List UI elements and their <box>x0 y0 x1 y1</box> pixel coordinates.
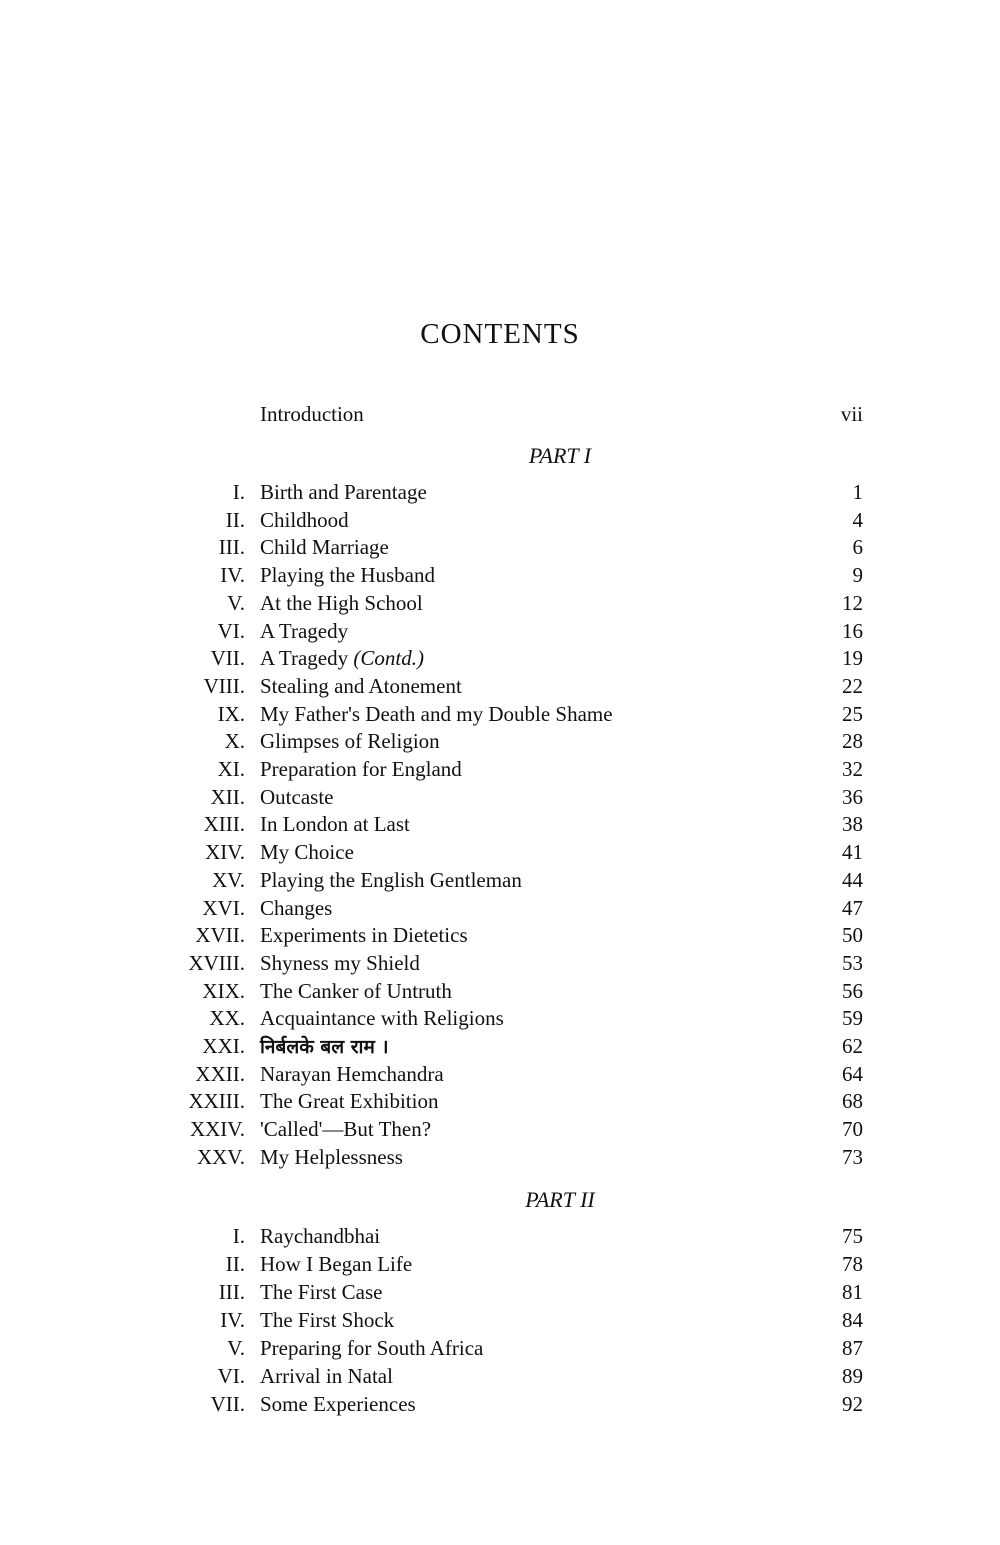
chapter-number: II. <box>225 508 245 532</box>
chapter-title-text: The Great Exhibition <box>260 1089 439 1113</box>
chapter-number: VII. <box>210 1392 245 1416</box>
chapter-title-text: The Canker of Untruth <box>260 979 452 1003</box>
chapter-title <box>260 1390 416 1418</box>
chapter-number: VIII. <box>203 674 245 698</box>
toc-entry <box>0 1087 1000 1115</box>
chapter-title-text: Acquaintance with Religions <box>260 1006 504 1030</box>
toc-entry <box>0 866 1000 894</box>
chapter-number: I. <box>232 1224 245 1248</box>
chapter-title <box>260 1334 483 1362</box>
chapter-number: X. <box>224 729 245 753</box>
chapter-title <box>260 1087 438 1115</box>
toc-entry <box>0 1143 1000 1171</box>
chapter-title-text: Shyness my Shield <box>260 951 420 975</box>
chapter-title <box>260 672 462 700</box>
page-number: 81 <box>842 1280 863 1304</box>
toc-entry <box>0 1250 1000 1278</box>
chapter-title-text: Stealing and Atonement <box>260 674 462 698</box>
chapter-number: XII. <box>210 785 245 809</box>
chapter-title-text: Preparation for England <box>260 757 462 781</box>
toc-entry-introduction <box>0 400 1000 428</box>
chapter-title-text: At the High School <box>260 591 423 615</box>
page-number: 28 <box>842 729 863 753</box>
page-number: 75 <box>842 1224 863 1248</box>
chapter-title-text: निर्बलके बल राम । <box>260 1036 389 1058</box>
chapter-title-text: Narayan Hemchandra <box>260 1062 444 1086</box>
toc-entry <box>0 755 1000 783</box>
page-number: 47 <box>842 896 863 920</box>
page-number: 87 <box>842 1336 863 1360</box>
toc-entry <box>0 478 1000 506</box>
page-number: 16 <box>842 619 863 643</box>
toc-entry <box>0 1362 1000 1390</box>
toc-entry <box>0 1060 1000 1088</box>
chapter-title <box>260 506 349 534</box>
chapter-number: XV. <box>212 868 245 892</box>
chapter-title-text: The First Case <box>260 1280 383 1304</box>
page-number: 9 <box>852 563 863 587</box>
chapter-title-text: Child Marriage <box>260 535 389 559</box>
page-number: 84 <box>842 1308 863 1332</box>
chapter-title <box>260 1362 393 1390</box>
page-number: 56 <box>842 979 863 1003</box>
page-number: 64 <box>842 1062 863 1086</box>
page-number: 44 <box>842 868 863 892</box>
chapter-title <box>260 921 468 949</box>
chapter-number: VII. <box>210 646 245 670</box>
chapter-title-text: My Helplessness <box>260 1145 403 1169</box>
chapter-number: III. <box>218 1280 245 1304</box>
chapter-title <box>260 783 333 811</box>
chapter-title <box>260 894 332 922</box>
page-number: 73 <box>842 1145 863 1169</box>
chapter-title <box>260 810 410 838</box>
chapter-title-text: Changes <box>260 896 333 920</box>
page-number: 70 <box>842 1117 863 1141</box>
page-number: 32 <box>842 757 863 781</box>
toc-entry <box>0 1334 1000 1362</box>
chapter-number: XX. <box>209 1006 245 1030</box>
page-number: 89 <box>842 1364 863 1388</box>
toc-entry <box>0 589 1000 617</box>
chapter-title-text: Arrival in Natal <box>260 1364 393 1388</box>
page-number: 38 <box>842 812 863 836</box>
chapter-title-text: My Choice <box>260 840 354 864</box>
chapter-title <box>260 478 427 506</box>
chapter-number: XXII. <box>195 1062 245 1086</box>
toc-entry <box>0 1004 1000 1032</box>
page-number: 62 <box>842 1034 863 1058</box>
chapter-title-text: How I Began Life <box>260 1252 413 1276</box>
page-number: 78 <box>842 1252 863 1276</box>
toc-entry <box>0 1390 1000 1418</box>
chapter-title <box>260 1060 444 1088</box>
chapter-number: VI. <box>217 1364 245 1388</box>
chapter-title-text: The First Shock <box>260 1308 395 1332</box>
chapter-title <box>260 1032 389 1061</box>
chapter-title <box>260 977 452 1005</box>
chapter-title-text: A Tragedy <box>260 619 349 643</box>
toc-entry <box>0 1032 1000 1060</box>
chapter-title-text: Some Experiences <box>260 1392 416 1416</box>
chapter-title-text: Playing the Husband <box>260 563 435 587</box>
chapter-number: IX. <box>217 702 245 726</box>
chapter-number: XVIII. <box>188 951 245 975</box>
page-title: CONTENTS <box>420 318 580 350</box>
chapter-number: V. <box>227 591 245 615</box>
chapter-number: IV. <box>220 563 245 587</box>
page-number: 6 <box>852 535 863 559</box>
chapter-number: XIX. <box>202 979 245 1003</box>
chapter-number: XXIV. <box>189 1117 245 1141</box>
toc-entry <box>0 644 1000 672</box>
toc-entry <box>0 1306 1000 1334</box>
chapter-number: I. <box>232 480 245 504</box>
part-heading: PART II <box>525 1187 595 1212</box>
chapter-title <box>260 644 424 672</box>
chapter-title <box>260 1143 403 1171</box>
page-number: 59 <box>842 1006 863 1030</box>
chapter-title-text: 'Called'—But Then? <box>260 1117 432 1141</box>
page-number: 4 <box>852 508 863 532</box>
chapter-title-text: A Tragedy <box>260 646 354 670</box>
chapter-number: XXV. <box>196 1145 245 1169</box>
toc-entry <box>0 810 1000 838</box>
chapter-title-text: In London at Last <box>260 812 410 836</box>
chapter-title <box>260 561 435 589</box>
toc-entry <box>0 617 1000 645</box>
page-number: 12 <box>842 591 863 615</box>
page-number: 92 <box>842 1392 863 1416</box>
chapter-title-text: Birth and Parentage <box>260 480 427 504</box>
chapter-number: XVI. <box>202 896 245 920</box>
chapter-number: XVII. <box>195 923 245 947</box>
toc-entry <box>0 506 1000 534</box>
chapter-number: XI. <box>217 757 245 781</box>
page-number: 22 <box>842 674 863 698</box>
page-number: 19 <box>842 646 863 670</box>
chapter-title-text: Preparing for South Africa <box>260 1336 484 1360</box>
page-number: 53 <box>842 951 863 975</box>
page-number: vii <box>840 402 863 426</box>
chapter-title <box>260 949 420 977</box>
page-number: 36 <box>842 785 863 809</box>
chapter-number: XXIII. <box>188 1089 245 1113</box>
toc-entry <box>0 533 1000 561</box>
chapter-title-text: Playing the English Gentleman <box>260 868 522 892</box>
chapter-title <box>260 589 423 617</box>
toc-entry <box>0 1115 1000 1143</box>
chapter-title <box>260 533 389 561</box>
chapter-number: V. <box>227 1336 245 1360</box>
toc-entry <box>0 561 1000 589</box>
chapter-title <box>260 755 462 783</box>
chapter-title-text: Childhood <box>260 508 349 532</box>
page-number: 41 <box>842 840 863 864</box>
chapter-title <box>260 700 613 728</box>
toc-entry <box>0 672 1000 700</box>
chapter-title <box>260 1222 380 1250</box>
chapter-title-text: Experiments in Dietetics <box>260 923 468 947</box>
toc-entry <box>0 921 1000 949</box>
chapter-title <box>260 1278 382 1306</box>
chapter-title <box>260 1115 431 1143</box>
chapter-title-text: Outcaste <box>260 785 334 809</box>
chapter-title-suffix: (Contd.) <box>353 646 424 670</box>
chapter-title <box>260 727 440 755</box>
toc-entry <box>0 727 1000 755</box>
chapter-title <box>260 1306 394 1334</box>
chapter-number: III. <box>218 535 245 559</box>
chapter-number: XIII. <box>203 812 245 836</box>
chapter-number: XXI. <box>202 1034 245 1058</box>
page-number: 25 <box>842 702 863 726</box>
page-number: 68 <box>842 1089 863 1113</box>
toc-entry <box>0 700 1000 728</box>
chapter-title-text: My Father's Death and my Double Shame <box>260 702 613 726</box>
chapter-title <box>260 1250 412 1278</box>
page-number: 50 <box>842 923 863 947</box>
toc-entry <box>0 1278 1000 1306</box>
chapter-number: II. <box>225 1252 245 1276</box>
chapter-title <box>260 838 354 866</box>
page-number: 1 <box>852 480 863 504</box>
chapter-number: XIV. <box>205 840 245 864</box>
chapter-number: VI. <box>217 619 245 643</box>
toc-entry <box>0 894 1000 922</box>
toc-entry <box>0 949 1000 977</box>
toc-entry <box>0 838 1000 866</box>
chapter-title <box>260 866 522 894</box>
chapter-title-text: Raychandbhai <box>260 1224 381 1248</box>
chapter-number: IV. <box>220 1308 245 1332</box>
chapter-title-text: Glimpses of Religion <box>260 729 440 753</box>
toc-entry <box>0 783 1000 811</box>
toc-entry <box>0 977 1000 1005</box>
part-heading: PART I <box>528 443 592 468</box>
chapter-title: Introduction <box>260 402 364 426</box>
chapter-title <box>260 617 348 645</box>
toc-entry <box>0 1222 1000 1250</box>
chapter-title <box>260 1004 504 1032</box>
